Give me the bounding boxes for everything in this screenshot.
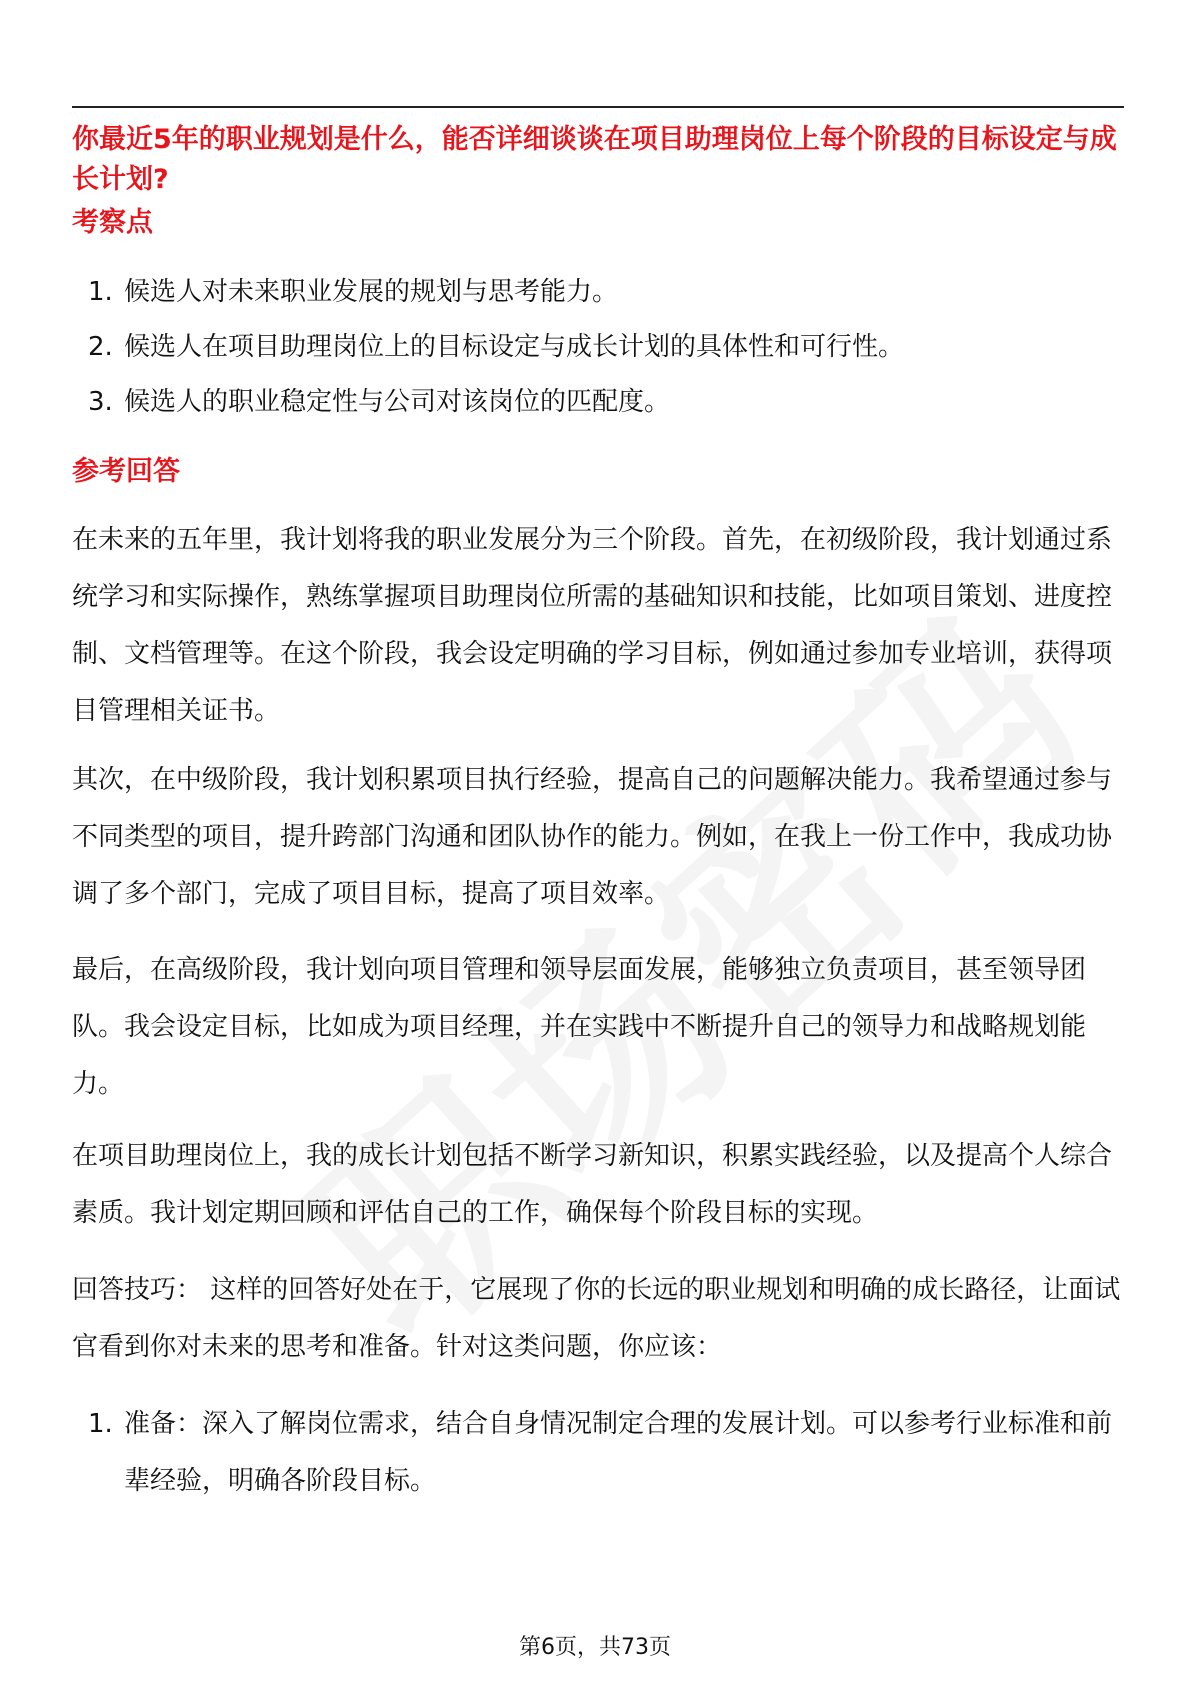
focus-item (88, 372, 1118, 432)
answer-paragraph: 其次，在中级阶段，我计划积累项目执行经验，提高自己的问题解决能力。我希望通过参与不同类型的项目，提升跨部门沟通和团队协作的能力。例如，在我上一份工作中，我成功协调了多个部门，完成了项目目标，提高了项目效率。 (72, 765, 1113, 909)
answer-section-title: 参考回答 (72, 456, 180, 487)
list-number: 1. (88, 277, 113, 307)
list-number: 3. (88, 387, 113, 417)
list-text: 候选人在项目助理岗位上的目标设定与成长计划的具体性和可行性。 (124, 332, 905, 362)
question-heading: 你最近5年的职业规划是什么，能否详细谈谈在项目助理岗位上每个阶段的目标设定与成长计划? (72, 124, 1117, 195)
page-footer: 第6页，共73页 (519, 1635, 671, 1660)
list-number: 1. (88, 1409, 113, 1439)
list-text: 候选人的职业稳定性与公司对该岗位的匹配度。 (124, 387, 671, 417)
tips-paragraph: 回答技巧： 这样的回答好处在于，它展现了你的长远的职业规划和明确的成长路径，让面试官看到你对未来的思考和准备。针对这类问题，你应该： (72, 1275, 1121, 1362)
list-text: 准备：深入了解岗位需求，结合自身情况制定合理的发展计划。可以参考行业标准和前辈经验，明确各阶段目标。 (124, 1409, 1113, 1496)
top-divider (72, 106, 1124, 108)
list-number: 2. (88, 332, 113, 362)
focus-item (88, 317, 1118, 377)
focus-item (88, 262, 1118, 322)
focus-section-title: 考察点 (72, 207, 153, 238)
answer-paragraph: 在项目助理岗位上，我的成长计划包括不断学习新知识，积累实践经验，以及提高个人综合素质。我计划定期回顾和评估自己的工作，确保每个阶段目标的实现。 (72, 1141, 1113, 1228)
answer-paragraph: 最后，在高级阶段，我计划向项目管理和领导层面发展，能够独立负责项目，甚至领导团队。我会设定目标，比如成为项目经理，并在实践中不断提升自己的领导力和战略规划能力。 (72, 955, 1087, 1099)
list-text: 候选人对未来职业发展的规划与思考能力。 (124, 277, 619, 307)
answer-paragraph: 在未来的五年里，我计划将我的职业发展分为三个阶段。首先，在初级阶段，我计划通过系统学习和实际操作，熟练掌握项目助理岗位所需的基础知识和技能，比如项目策划、进度控制、文档管理等。在这个阶段，我会设定明确的学习目标，例如通过参加专业培训，获得项目管理相关证书。 (72, 525, 1113, 726)
tip-item (88, 1396, 1124, 1510)
